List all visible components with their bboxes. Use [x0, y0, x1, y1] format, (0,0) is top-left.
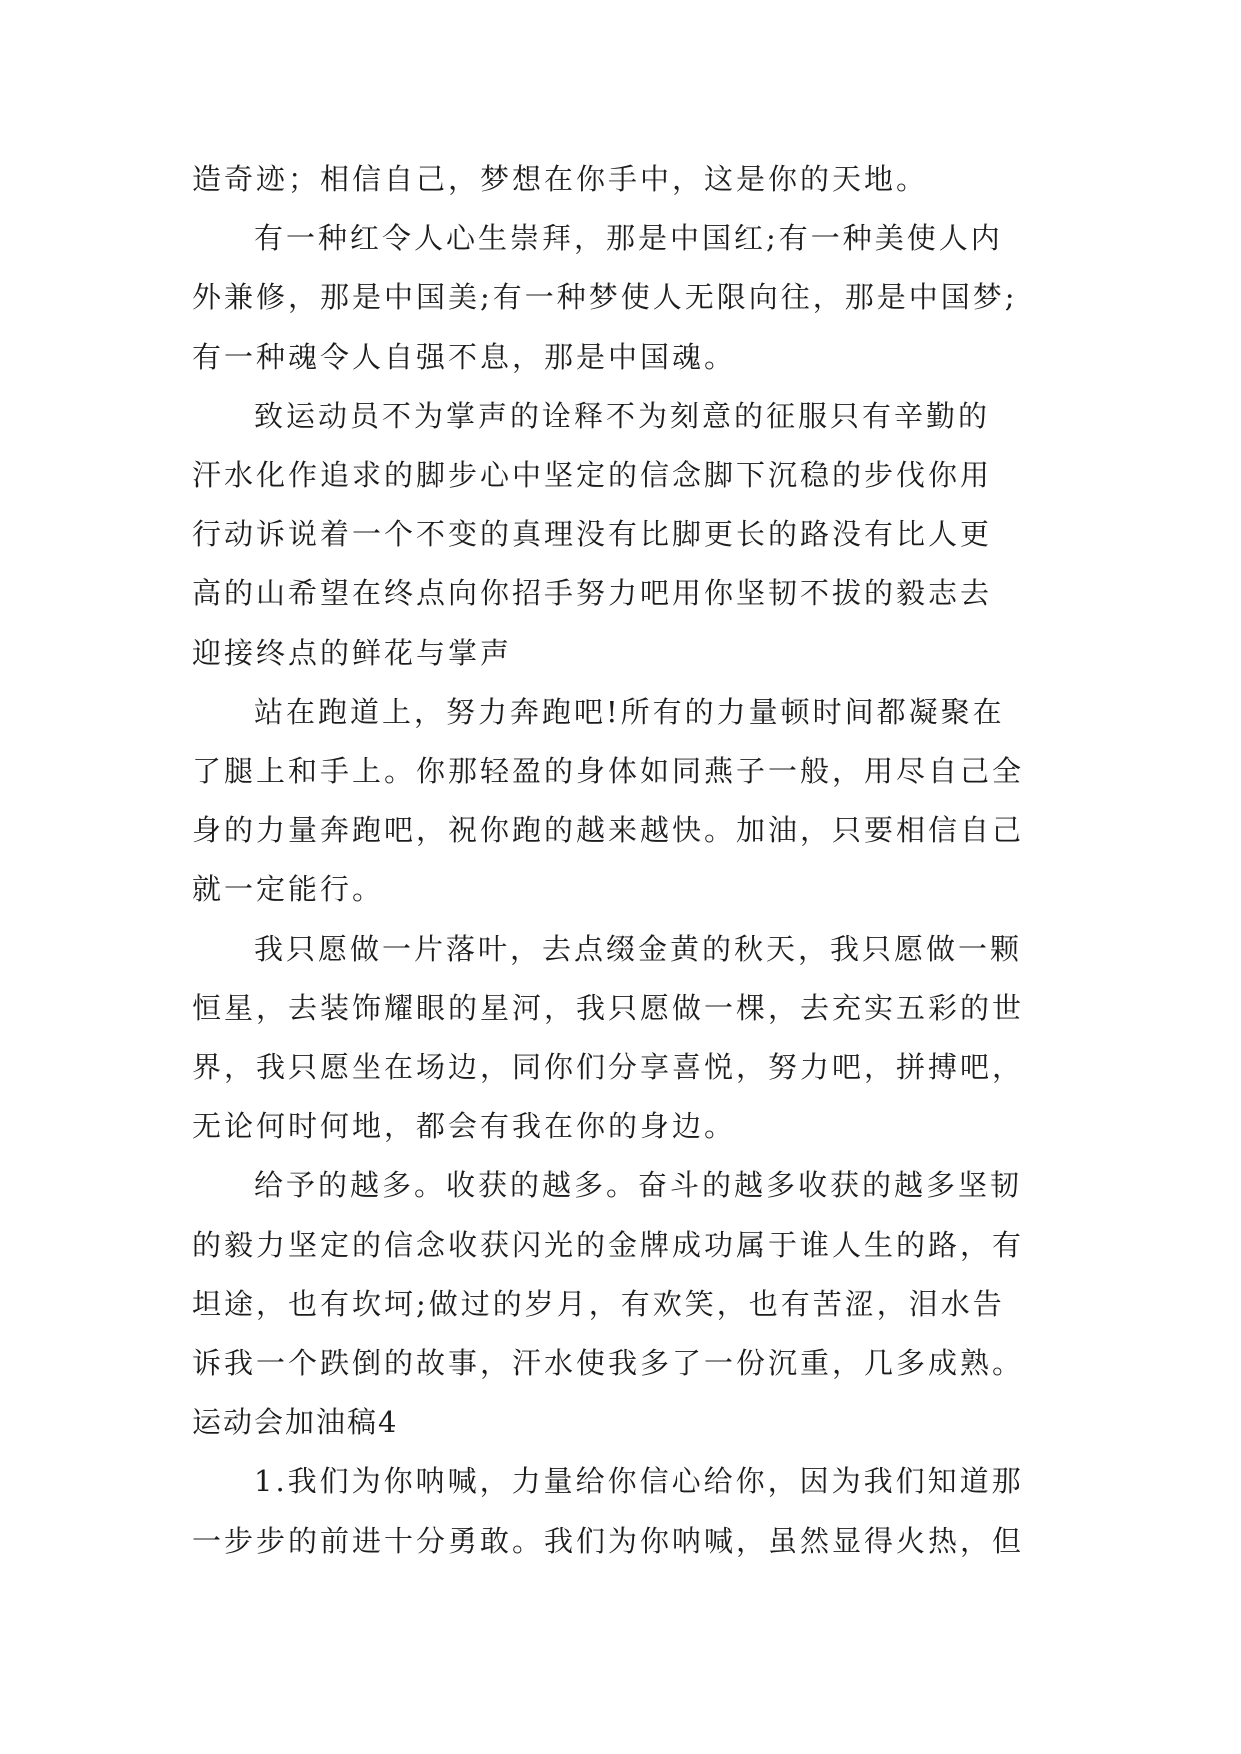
- text-line: 身的力量奔跑吧，祝你跑的越来越快。加油，只要相信自己: [192, 813, 1025, 848]
- text-line: 高的山希望在终点向你招手努力吧用你坚韧不拔的毅志去: [192, 576, 993, 611]
- heading-text: 运动会加油稿4: [192, 1405, 399, 1440]
- text-line: 诉我一个跌倒的故事，汗水使我多了一份沉重，几多成熟。: [192, 1346, 1025, 1381]
- section-heading: [192, 1393, 1062, 1452]
- text-line: 站在跑道上，努力奔跑吧!所有的力量顿时间都凝聚在: [254, 694, 1005, 729]
- text-line: 给予的越多。收获的越多。奋斗的越多收获的越多坚韧: [254, 1168, 1023, 1203]
- text-line: 一步步的前进十分勇敢。我们为你呐喊，虽然显得火热，但: [192, 1523, 1025, 1558]
- paragraph-4: [192, 683, 1062, 920]
- text-line: 的毅力坚定的信念收获闪光的金牌成功属于谁人生的路，有: [192, 1227, 1025, 1262]
- text-line: 致运动员不为掌声的诠释不为刻意的征服只有辛勤的: [254, 398, 991, 433]
- text-line: 外兼修，那是中国美;有一种梦使人无限向往，那是中国梦;: [192, 280, 1018, 315]
- paragraph-6: [192, 1156, 1062, 1393]
- text-line: 有一种魂令人自强不息，那是中国魂。: [192, 339, 737, 374]
- text-line: 坦途，也有坎坷;做过的岁月，有欢笑，也有苦涩，泪水告: [192, 1286, 1005, 1321]
- paragraph-1: [192, 150, 1062, 209]
- text-line: 就一定能行。: [192, 872, 385, 907]
- text-line: 行动诉说着一个不变的真理没有比脚更长的路没有比人更: [192, 517, 993, 552]
- paragraph-3: [192, 387, 1062, 683]
- document-body: [192, 150, 1062, 1571]
- text-line: 迎接终点的鲜花与掌声: [192, 635, 513, 670]
- text-line: 了腿上和手上。你那轻盈的身体如同燕子一般，用尽自己全: [192, 754, 1025, 789]
- text-line: 有一种红令人心生崇拜，那是中国红;有一种美使人内: [254, 221, 1003, 256]
- paragraph-7: [192, 1452, 1062, 1570]
- paragraph-2: [192, 209, 1062, 387]
- text-line: 汗水化作追求的脚步心中坚定的信念脚下沉稳的步伐你用: [192, 458, 993, 493]
- text-line: 造奇迹；相信自己，梦想在你手中，这是你的天地。: [192, 162, 929, 196]
- text-line: 1.我们为你呐喊，力量给你信心给你，因为我们知道那: [254, 1464, 1024, 1499]
- text-line: 我只愿做一片落叶，去点缀金黄的秋天，我只愿做一颗: [254, 931, 1023, 966]
- paragraph-5: [192, 920, 1062, 1157]
- text-line: 恒星，去装饰耀眼的星河，我只愿做一棵，去充实五彩的世: [192, 990, 1025, 1025]
- text-line: 无论何时何地，都会有我在你的身边。: [192, 1109, 737, 1144]
- text-line: 界，我只愿坐在场边，同你们分享喜悦，努力吧，拼搏吧，: [192, 1050, 1025, 1085]
